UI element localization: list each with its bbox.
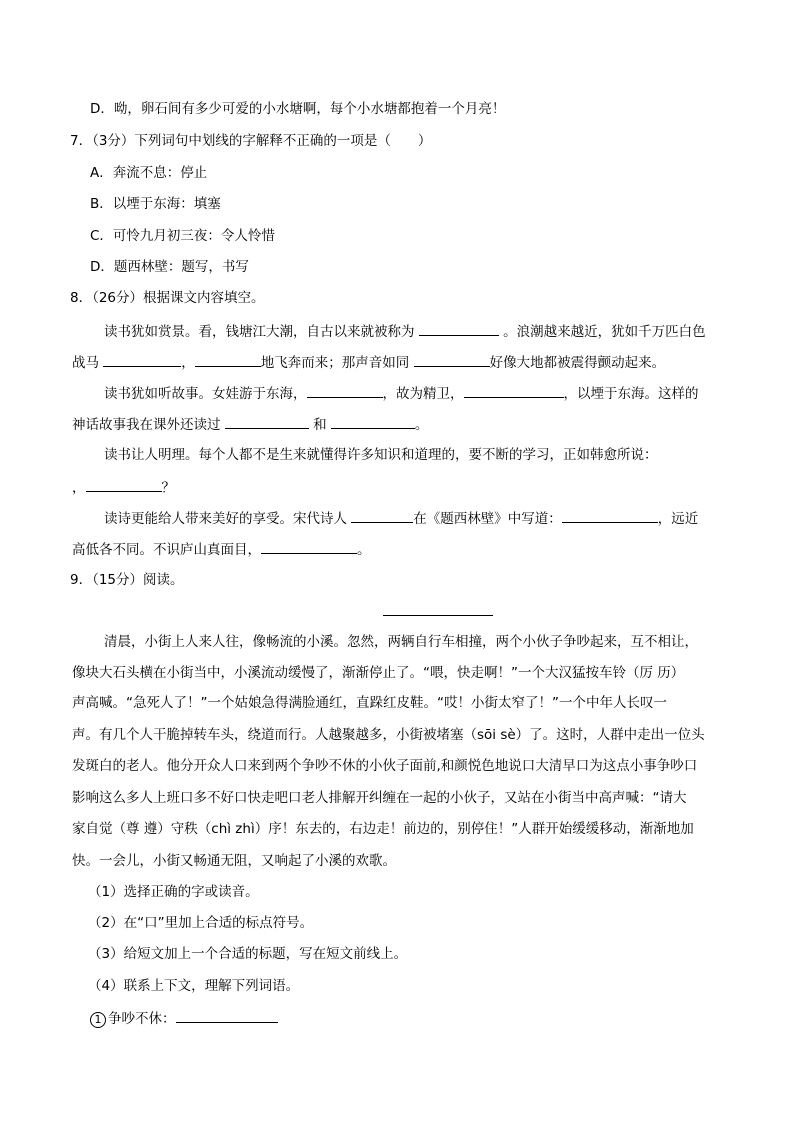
q9-sub-3: （3）给短文加上一个合适的标题，写在短文前线上。 xyxy=(88,946,408,962)
q7-stem: 7．（3分）下列词句中划线的字解释不正确的一项是（ ） xyxy=(70,133,432,149)
q9-stem: 9．（15分）阅读。 xyxy=(70,572,184,588)
passage-line: 声。有几个人干脆掉转车头，绕道而行。人越聚越多，小街被堵塞（sōi sè）了。这时，人群中走出一位头 xyxy=(72,727,705,743)
passage-line: 像块大石头横在小街当中，小溪流动缓慢了，渐渐停止了。“喂，快走啊！”一个大汉猛按车铃（厉 历） xyxy=(72,665,685,681)
q6-option-d: D．呦，卵石间有多少可爱的小水塘啊，每个小水塘都抱着一个月亮！ xyxy=(90,101,506,117)
q8-p4-line2: 高低各不同。不识庐山真面目， 。 xyxy=(72,539,371,559)
blank-input[interactable] xyxy=(195,352,261,367)
q7-option-d: D．题西林壁：题写，书写 xyxy=(90,259,249,275)
blank-input[interactable] xyxy=(307,383,383,398)
blank-input[interactable] xyxy=(225,414,309,429)
blank-input[interactable] xyxy=(261,539,357,554)
passage-line: 清晨，小街上人来人往，像畅流的小溪。忽然，两辆自行车相撞，两个小伙子争吵起来，互不相让， xyxy=(104,634,698,650)
blank-input[interactable] xyxy=(351,508,413,523)
q8-p2-line2: 神话故事我在课外还读过 和 。 xyxy=(72,414,428,434)
q7-option-c: C．可怜九月初三夜：令人怜惜 xyxy=(90,228,275,244)
passage-line: 发斑白的老人。他分开众人口来到两个争吵不休的小伙子面前,和颜悦色地说口大清早口为这点小事争吵口 xyxy=(72,758,698,774)
blank-input[interactable] xyxy=(562,508,658,523)
q8-p1-line1: 读书犹如赏景。看，钱塘江大潮，自古以来就被称为 。浪潮越来越近，犹如千万匹白色 xyxy=(104,321,706,341)
circled-number: 1 xyxy=(90,1012,106,1028)
q7-option-b: B．以堙于东海：填塞 xyxy=(90,196,221,212)
q9-sub-2: （2）在“口”里加上合适的标点符号。 xyxy=(88,915,314,931)
q8-p3-line2: ， ？ xyxy=(72,477,175,497)
q8-p3-line1: 读书让人明理。每个人都不是生来就懂得许多知识和道理的，要不断的学习，正如韩愈所说： xyxy=(104,447,658,463)
passage-line: 声高喊。“急死人了！”一个姑娘急得满脸通红，直跺红皮鞋。“哎！小街太窄了！”一个中年人长叹一 xyxy=(72,695,667,711)
q8-p1-line2: 战马 ， 地飞奔而来；那声音如同 好像大地都被震得颤动起来。 xyxy=(72,352,665,372)
q8-stem: 8．（26分）根据课文内容填空。 xyxy=(70,290,265,306)
passage-line: 快。一会儿，小街又畅通无阻，又响起了小溪的欢歌。 xyxy=(72,853,396,869)
q9-sub-4: （4）联系上下文，理解下列词语。 xyxy=(88,978,300,994)
blank-input[interactable] xyxy=(464,383,564,398)
blank-input[interactable] xyxy=(176,1008,278,1023)
passage-line: 影响这么多人上班口多不好口快走吧口老人排解开纠缠在一起的小伙子，又站在小街当中高声喊：“请大 xyxy=(72,790,687,806)
passage-line: 家自觉（尊 遵）守秩（chì zhì）序！东去的，右边走！前边的，别停住！”人群开始缓缓移动，渐渐地加 xyxy=(72,821,694,837)
title-blank[interactable] xyxy=(383,615,493,616)
q9-sub-1: （1）选择正确的字或读音。 xyxy=(88,884,259,900)
blank-input[interactable] xyxy=(419,321,499,336)
blank-input[interactable] xyxy=(103,352,181,367)
blank-input[interactable] xyxy=(331,414,415,429)
blank-input[interactable] xyxy=(86,477,162,492)
q8-p4-line1: 读诗更能给人带来美好的享受。宋代诗人 在《题西林壁》中写道： ，远近 xyxy=(104,508,698,528)
blank-input[interactable] xyxy=(414,352,490,367)
q9-sub-5: 1 争吵不休： xyxy=(90,1008,278,1028)
q7-option-a: A．奔流不息：停止 xyxy=(90,165,208,181)
q8-p2-line1: 读书犹如听故事。女娃游于东海， ，故为精卫， ，以堙于东海。这样的 xyxy=(104,383,699,403)
